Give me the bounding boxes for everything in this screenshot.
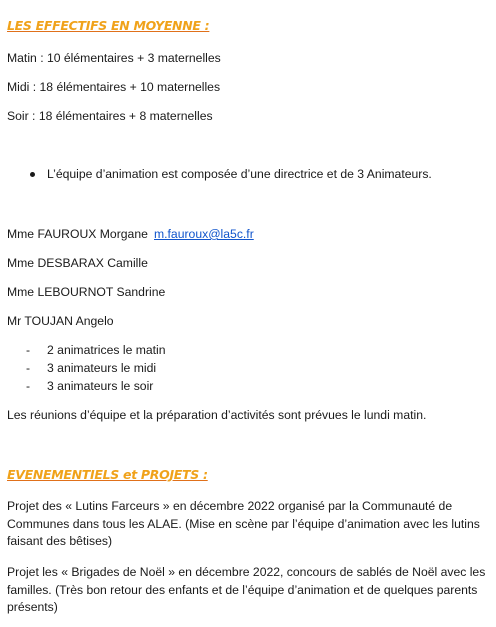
dash-item-matin: 2 animatrices le matin [47, 343, 166, 357]
effectif-midi: Midi : 18 élémentaires + 10 maternelles [7, 80, 221, 94]
meetings-note: Les réunions d’équipe et la préparation d’activités sont prévues le lundi matin. [7, 408, 427, 422]
section-heading-effectifs: LES EFFECTIFS EN MOYENNE : [7, 18, 210, 33]
dash-icon: - [26, 361, 31, 375]
dash-icon: - [26, 379, 31, 393]
effectif-soir: Soir : 18 élémentaires + 8 maternelles [7, 109, 213, 123]
project-lutins-farceurs: Projet des « Lutins Farceurs » en décembre 2022 organisé par la Communauté de Communes dans tous les ALAE. (Mise en scène par l’équipe d’animation avec les lutins faisant des bêtises) [7, 499, 480, 548]
team-composition: L’équipe d’animation est composée d’une directrice et de 3 Animateurs. [47, 167, 432, 181]
dash-icon: - [26, 343, 31, 357]
section-heading-evenementiels: EVENEMENTIELS et PROJETS : [7, 467, 208, 482]
staff-member-toujan: Mr TOUJAN Angelo [7, 314, 114, 328]
staff-member-fauroux: Mme FAUROUX Morgane [7, 227, 148, 241]
effectif-matin: Matin : 10 élémentaires + 3 maternelles [7, 51, 221, 65]
dash-item-soir: 3 animateurs le soir [47, 379, 154, 393]
dash-item-midi: 3 animateurs le midi [47, 361, 157, 375]
staff-member-desbarax: Mme DESBARAX Camille [7, 256, 148, 270]
email-link[interactable]: m.fauroux@la5c.fr [154, 227, 254, 241]
bullet-icon [30, 172, 35, 177]
project-brigades-de-noel: Projet les « Brigades de Noël » en décembre 2022, concours de sablés de Noël avec les familles. (Très bon retour des enfants et de l’équipe d’animation et de quelques parents présents) [7, 565, 486, 614]
staff-member-lebournot: Mme LEBOURNOT Sandrine [7, 285, 166, 299]
